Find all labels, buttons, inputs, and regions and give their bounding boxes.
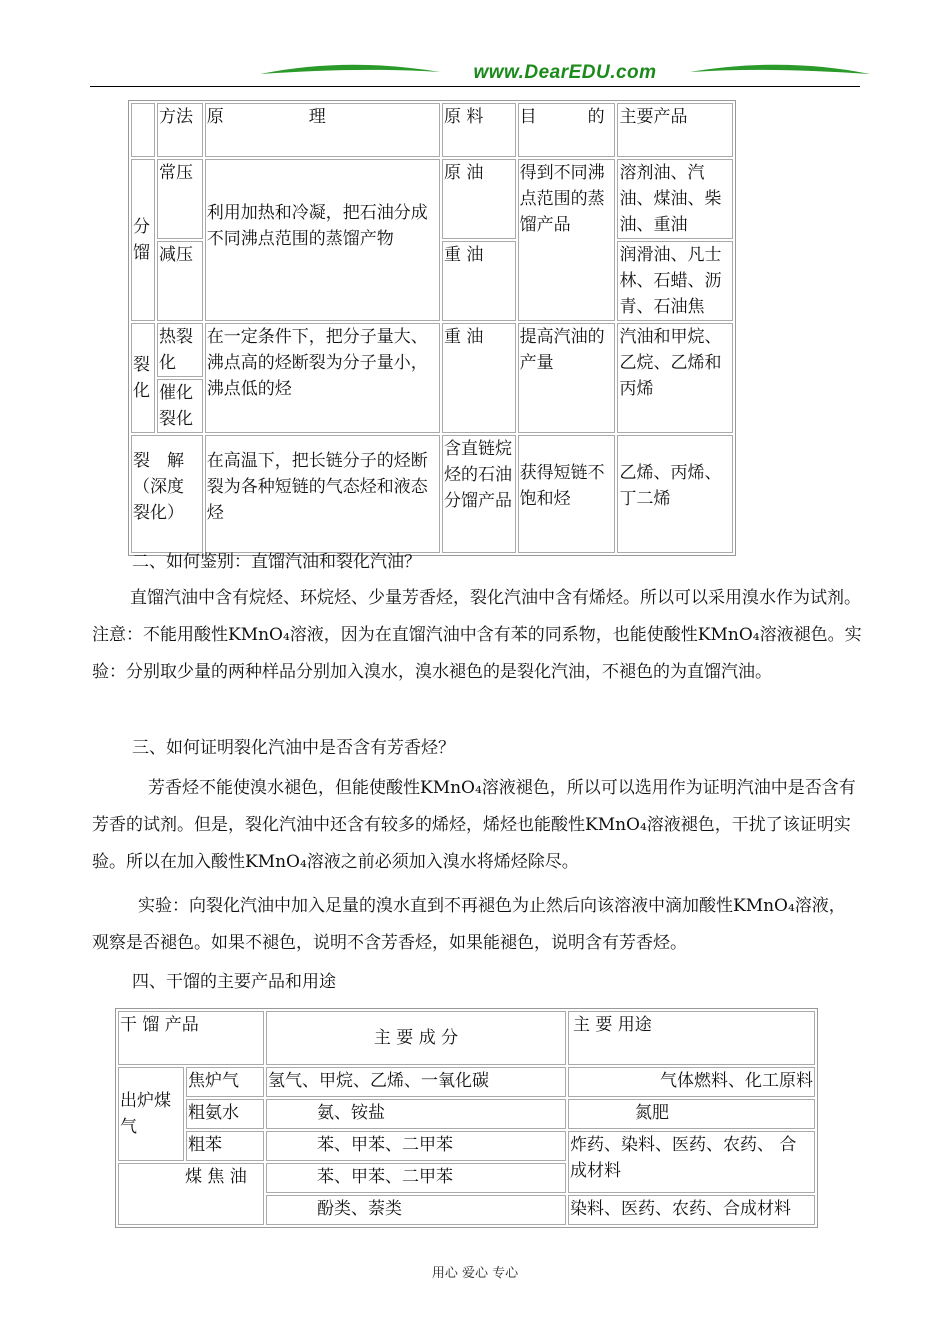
table-cell: 催化裂化 bbox=[157, 379, 203, 433]
section-4-title: 四、干馏的主要产品和用途 bbox=[132, 972, 336, 992]
table-header-cell: 原 理 bbox=[205, 103, 440, 157]
table-cell: 粗苯 bbox=[186, 1131, 264, 1161]
section-2-paragraph: 直馏汽油中含有烷烃、环烷烃、少量芳香烃，裂化汽油中含有烯烃。所以可以采用溴水作为试剂。注意：不能用酸性KMnO₄溶液，因为在直馏汽油中含有苯的同系物，也能使酸性KMnO₄溶液褪色。实验：分别取少量的两种样品分别加入溴水，溴水褪色的是裂化汽油，不褪色的为直馏汽油。 bbox=[92, 588, 862, 682]
header-divider bbox=[90, 86, 860, 87]
section-3-title: 三、如何证明裂化汽油中是否含有芳香烃？ bbox=[132, 738, 455, 758]
table-row bbox=[118, 1067, 815, 1097]
table-cell: 焦炉气 bbox=[186, 1067, 264, 1097]
table-row bbox=[118, 1099, 815, 1129]
table-row bbox=[131, 435, 733, 553]
table-row bbox=[131, 323, 733, 377]
table-cell: 重 油 bbox=[442, 323, 516, 433]
table-cell: 裂化 bbox=[131, 323, 155, 433]
table-header-cell: 主 要 成 分 bbox=[266, 1011, 566, 1065]
table-cell: 苯、甲苯、二甲苯 bbox=[266, 1131, 566, 1161]
table-cell: 氨、铵盐 bbox=[266, 1099, 566, 1129]
table-cell: 提高汽油的产量 bbox=[518, 323, 616, 433]
table-cell: 原 油 bbox=[442, 159, 516, 239]
table-cell: 热裂化 bbox=[157, 323, 203, 377]
table-cell: 常压 bbox=[157, 159, 203, 239]
table-row bbox=[131, 103, 733, 157]
table-row bbox=[118, 1011, 815, 1065]
table-cell: 苯、甲苯、二甲苯 bbox=[266, 1163, 566, 1193]
table-cell: 裂 解（深度裂化） bbox=[131, 435, 203, 553]
table-cell: 汽油和甲烷、乙烷、乙烯和丙烯 bbox=[617, 323, 733, 433]
section-3-paragraph-2: 实验：向裂化汽油中加入足量的溴水直到不再褪色为止然后向该溶液中滴加酸性KMnO₄溶液，观察是否褪色。如果不褪色，说明不含芳香烃，如果能褪色，说明含有芳香烃。 bbox=[92, 896, 846, 953]
table-cell: 润滑油、凡士林、石蜡、沥青、石油焦 bbox=[617, 241, 733, 321]
section-3-paragraph-1: 芳香烃不能使溴水褪色，但能使酸性KMnO₄溶液褪色，所以可以选用作为证明汽油中是否含有芳香的试剂。但是，裂化汽油中还含有较多的烯烃，烯烃也能酸性KMnO₄溶液褪色，干扰了该证明实验。所以在加入酸性KMnO₄溶液之前必须加入溴水将烯烃除尽。 bbox=[92, 778, 856, 872]
table-cell: 氮肥 bbox=[568, 1099, 815, 1129]
page-header bbox=[90, 58, 860, 90]
table-cell bbox=[131, 103, 155, 157]
table-cell: 减压 bbox=[157, 241, 203, 321]
table-cell: 煤 焦 油 bbox=[118, 1163, 264, 1225]
table-cell: 乙烯、丙烯、丁二烯 bbox=[617, 435, 733, 553]
table-cell: 染料、医药、农药、合成材料 bbox=[568, 1195, 815, 1225]
table-cell: 利用加热和冷凝，把石油分成不同沸点范围的蒸馏产物 bbox=[205, 159, 440, 321]
logo-text: www.DearEDU.com bbox=[473, 62, 657, 83]
table-header-cell: 原 料 bbox=[442, 103, 516, 157]
table-cell: 重 油 bbox=[442, 241, 516, 321]
cracking-table bbox=[128, 100, 736, 556]
table-cell: 在一定条件下，把分子量大、沸点高的烃断裂为分子量小，沸点低的烃 bbox=[205, 323, 440, 433]
table-cell: 粗氨水 bbox=[186, 1099, 264, 1129]
table-cell: 得到不同沸点范围的蒸馏产品 bbox=[518, 159, 616, 321]
table-cell: 溶剂油、汽油、煤油、柴油、重油 bbox=[617, 159, 733, 239]
table-header-cell: 干 馏 产品 bbox=[118, 1011, 264, 1065]
table-cell: 炸药、染料、医药、农药、 合成材料 bbox=[568, 1131, 815, 1193]
table-header-cell: 主要产品 bbox=[617, 103, 733, 157]
table-cell: 酚类、萘类 bbox=[266, 1195, 566, 1225]
table-cell: 在高温下，把长链分子的烃断裂为各种短链的气态烃和液态烃 bbox=[205, 435, 440, 553]
page-footer: 用心 爱心 专心 bbox=[431, 1266, 519, 1281]
table-cell: 气体燃料、化工原料 bbox=[568, 1067, 815, 1097]
table-cell: 含直链烷烃的石油分馏产品 bbox=[442, 435, 516, 553]
table-cell: 分馏 bbox=[131, 159, 155, 321]
table-header-cell: 主 要 用途 bbox=[568, 1011, 815, 1065]
table-row bbox=[118, 1131, 815, 1161]
section-2-title: 二、如何鉴别：直馏汽油和裂化汽油？ bbox=[132, 552, 421, 572]
table-cell: 氢气、甲烷、乙烯、一氧化碳 bbox=[266, 1067, 566, 1097]
table-cell: 获得短链不饱和烃 bbox=[518, 435, 616, 553]
table-header-cell: 目 的 bbox=[518, 103, 616, 157]
table-row bbox=[131, 159, 733, 239]
distillation-table bbox=[115, 1008, 818, 1228]
table-header-cell: 方法 bbox=[157, 103, 203, 157]
table-cell: 出炉煤气 bbox=[118, 1067, 184, 1161]
